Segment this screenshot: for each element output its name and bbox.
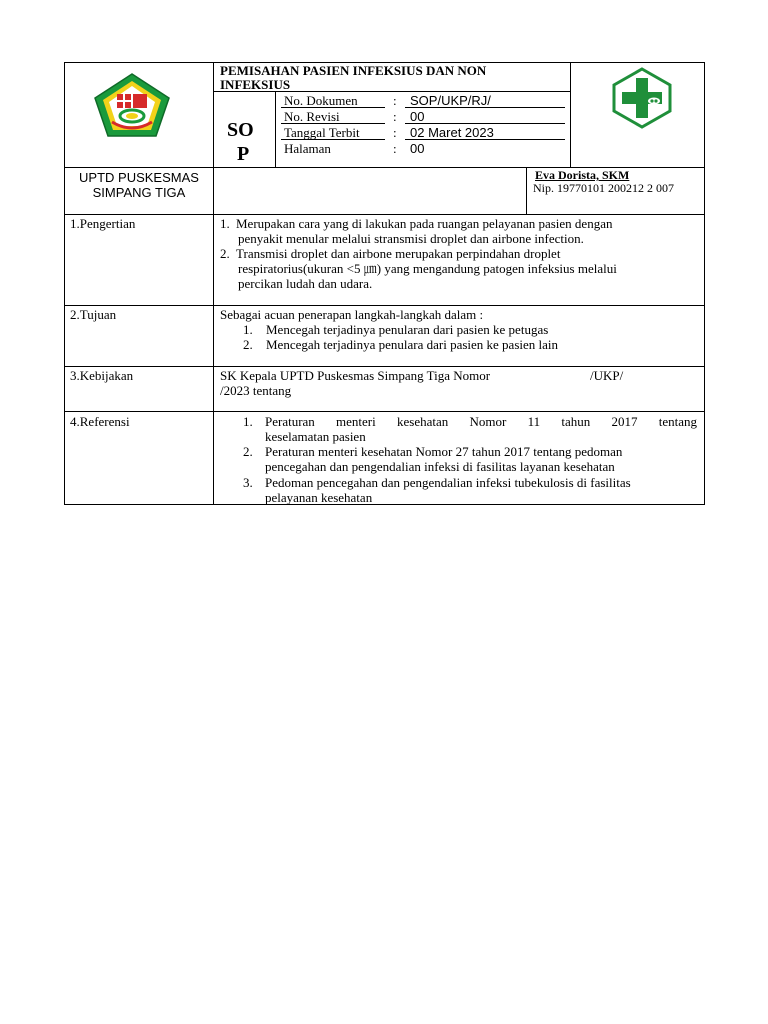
pengertian-item-text: Transmisi droplet dan airbone merupakan perpindahan droplet — [236, 246, 561, 261]
pengertian-item-number: 1. — [220, 216, 230, 231]
document-title-line1: PEMISAHAN PASIEN INFEKSIUS DAN NON — [220, 63, 487, 78]
tujuan-item-text: Mencegah terjadinya penularan dari pasien ke petugas — [266, 322, 549, 337]
row-divider-4 — [64, 411, 705, 412]
tujuan-intro: Sebagai acuan penerapan langkah-langkah dalam : — [220, 307, 484, 322]
referensi-item-number: 2. — [243, 444, 253, 459]
tujuan-item-number: 2. — [243, 337, 253, 352]
meta-sep: : — [393, 93, 397, 108]
row-divider-1 — [64, 214, 705, 215]
sop-label-line2: P — [237, 143, 250, 165]
kebijakan-text: SK Kepala UPTD Puskesmas Simpang Tiga Nomor — [220, 368, 491, 383]
referensi-item-text: Peraturan menteri kesehatan Nomor 27 tahun 2017 tentang pedoman — [265, 444, 623, 459]
meta-label-page: Halaman — [284, 141, 331, 156]
meta-label-revision: No. Revisi — [284, 109, 340, 124]
row-divider-2 — [64, 305, 705, 306]
referensi-item-text: Pedoman pencegahan dan pengendalian infeksi tubekulosis di fasilitas — [265, 475, 631, 490]
table-col-divider — [213, 62, 214, 505]
referensi-item-text: pelayanan kesehatan — [265, 490, 373, 505]
kebijakan-number-suffix: /UKP/ — [590, 368, 624, 383]
meta-sep: : — [393, 109, 397, 124]
section-label-referensi: 4.Referensi — [70, 414, 130, 429]
pengertian-item-text: percikan ludah dan udara. — [238, 276, 373, 291]
meta-label-issue-date: Tanggal Terbit — [284, 125, 360, 140]
referensi-word: 11 — [527, 414, 541, 429]
referensi-word: Peraturan — [265, 414, 315, 429]
kebijakan-text: /2023 tentang — [220, 383, 292, 398]
referensi-item-number: 1. — [243, 414, 253, 429]
row-divider-3 — [64, 366, 705, 367]
organization-name-line1: UPTD PUSKESMAS — [79, 170, 199, 185]
meta-value-document-number: SOP/UKP/RJ/ — [410, 93, 491, 108]
meta-value-issue-date: 02 Maret 2023 — [410, 125, 494, 140]
signer-name: Eva Dorista, SKM — [535, 168, 630, 182]
referensi-item-number: 3. — [243, 475, 253, 490]
signer-nip: Nip. 19770101 200212 2 007 — [533, 181, 674, 195]
referensi-item-text — [265, 414, 697, 429]
pengertian-item-text: penyakit menular melalui stransmisi droplet dan airbone infection. — [238, 231, 584, 246]
pengertian-item-text: Merupakan cara yang di lakukan pada ruangan pelayanan pasien dengan — [236, 216, 613, 231]
section-label-tujuan: 2.Tujuan — [70, 307, 117, 322]
referensi-item-text: keselamatan pasien — [265, 429, 366, 444]
table-border-bottom — [64, 504, 705, 505]
section-label-pengertian: 1.Pengertian — [70, 216, 136, 231]
meta-value-revision: 00 — [410, 109, 425, 124]
sop-label-line1: SO — [227, 119, 254, 141]
header-right-divider — [570, 62, 571, 168]
meta-sep: : — [393, 125, 397, 140]
sop-divider — [275, 91, 276, 168]
pengertian-item-number: 2. — [220, 246, 230, 261]
referensi-word: tahun — [561, 414, 591, 429]
pengertian-item-text: respiratorius(ukuran <5 ㎛) yang mengandung patogen infeksius melalui — [238, 261, 617, 276]
tujuan-item-text: Mencegah terjadinya penulara dari pasien ke pasien lain — [266, 337, 559, 352]
referensi-word: tentang — [658, 414, 697, 429]
regency-emblem-logo — [92, 72, 172, 138]
tujuan-item-number: 1. — [243, 322, 253, 337]
signer-divider — [526, 167, 527, 214]
meta-sep: : — [393, 141, 397, 156]
table-border-left — [64, 62, 65, 505]
document-title-line2: INFEKSIUS — [220, 77, 291, 92]
organization-name-line2: SIMPANG TIGA — [92, 185, 186, 200]
health-cross-logo — [610, 67, 674, 129]
referensi-word: menteri — [336, 414, 376, 429]
table-border-right — [704, 62, 705, 505]
referensi-word: kesehatan — [397, 414, 449, 429]
section-label-kebijakan: 3.Kebijakan — [70, 368, 134, 383]
meta-value-page: 00 — [410, 141, 425, 156]
referensi-word: 2017 — [611, 414, 638, 429]
referensi-item-text: pencegahan dan pengendalian infeksi di fasilitas layanan kesehatan — [265, 459, 615, 474]
meta-label-document-number: No. Dokumen — [284, 93, 358, 108]
meta-value-underline-2 — [405, 123, 565, 124]
referensi-word: Nomor — [469, 414, 507, 429]
